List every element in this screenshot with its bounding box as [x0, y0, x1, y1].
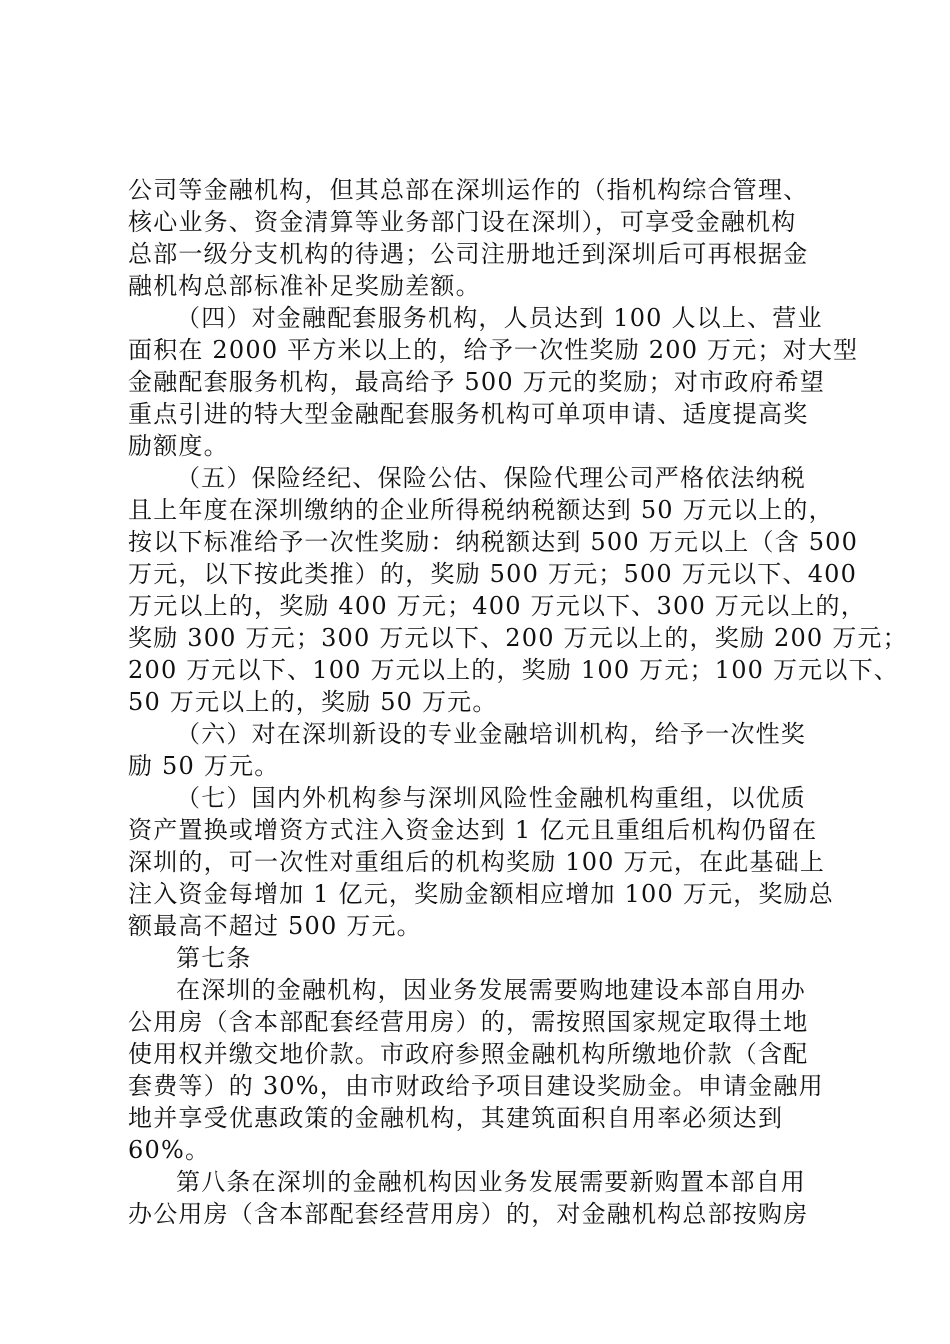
- text-line: 重点引进的特大型金融配套服务机构可单项申请、适度提高奖: [128, 400, 809, 428]
- text-line: 核心业务、资金清算等业务部门设在深圳），可享受金融机构: [128, 208, 797, 236]
- text-line: 第八条在深圳的金融机构因业务发展需要新购置本部自用: [176, 1168, 806, 1196]
- text-line: 地并享受优惠政策的金融机构，其建筑面积自用率必须达到: [128, 1104, 784, 1132]
- text-line: （四）对金融配套服务机构，人员达到 100 人以上、营业: [176, 304, 823, 332]
- text-line: 万元以上的，奖励 400 万元；400 万元以下、300 万元以上的，: [128, 592, 866, 620]
- text-line: 且上年度在深圳缴纳的企业所得税纳税额达到 50 万元以上的，: [128, 496, 834, 524]
- section-heading: 第七条: [176, 944, 252, 972]
- text-line: 奖励 300 万元；300 万元以下、200 万元以上的，奖励 200 万元；: [128, 624, 908, 652]
- text-line: （七）国内外机构参与深圳风险性金融机构重组，以优质: [176, 784, 806, 812]
- text-line: （五）保险经纪、保险公估、保险代理公司严格依法纳税: [176, 464, 806, 492]
- text-line: 按以下标准给予一次性奖励：纳税额达到 500 万元以上（含 500: [128, 528, 859, 556]
- text-line: 融机构总部标准补足奖励差额。: [128, 272, 481, 300]
- text-line: 200 万元以下、100 万元以上的，奖励 100 万元；100 万元以下、: [128, 656, 899, 684]
- text-line: 使用权并缴交地价款。市政府参照金融机构所缴地价款（含配: [128, 1040, 809, 1068]
- text-line: 公用房（含本部配套经营用房）的，需按照国家规定取得土地: [128, 1008, 809, 1036]
- text-line: 注入资金每增加 1 亿元，奖励金额相应增加 100 万元，奖励总: [128, 880, 834, 908]
- text-line: 在深圳的金融机构，因业务发展需要购地建设本部自用办: [176, 976, 806, 1004]
- text-line: 60%。: [128, 1136, 211, 1164]
- text-line: 办公用房（含本部配套经营用房）的，对金融机构总部按购房: [128, 1200, 809, 1228]
- text-line: 万元，以下按此类推）的，奖励 500 万元；500 万元以下、400: [128, 560, 858, 588]
- text-line: 额最高不超过 500 万元。: [128, 912, 422, 940]
- text-line: 励额度。: [128, 432, 229, 460]
- text-line: 资产置换或增资方式注入资金达到 1 亿元且重组后机构仍留在: [128, 816, 818, 844]
- text-line: 金融配套服务机构，最高给予 500 万元的奖励；对市政府希望: [128, 368, 826, 396]
- text-line: 公司等金融机构，但其总部在深圳运作的（指机构综合管理、: [128, 176, 809, 204]
- text-line: （六）对在深圳新设的专业金融培训机构，给予一次性奖: [176, 720, 806, 748]
- text-line: 面积在 2000 平方米以上的，给予一次性奖励 200 万元；对大型: [128, 336, 859, 364]
- text-line: 50 万元以上的，奖励 50 万元。: [128, 688, 498, 716]
- text-line: 深圳的，可一次性对重组后的机构奖励 100 万元，在此基础上: [128, 848, 826, 876]
- text-line: 励 50 万元。: [128, 752, 280, 780]
- text-line: 总部一级分支机构的待遇；公司注册地迁到深圳后可再根据金: [128, 240, 809, 268]
- text-line: 套费等）的 30%，由市财政给予项目建设奖励金。申请金融用: [128, 1072, 824, 1100]
